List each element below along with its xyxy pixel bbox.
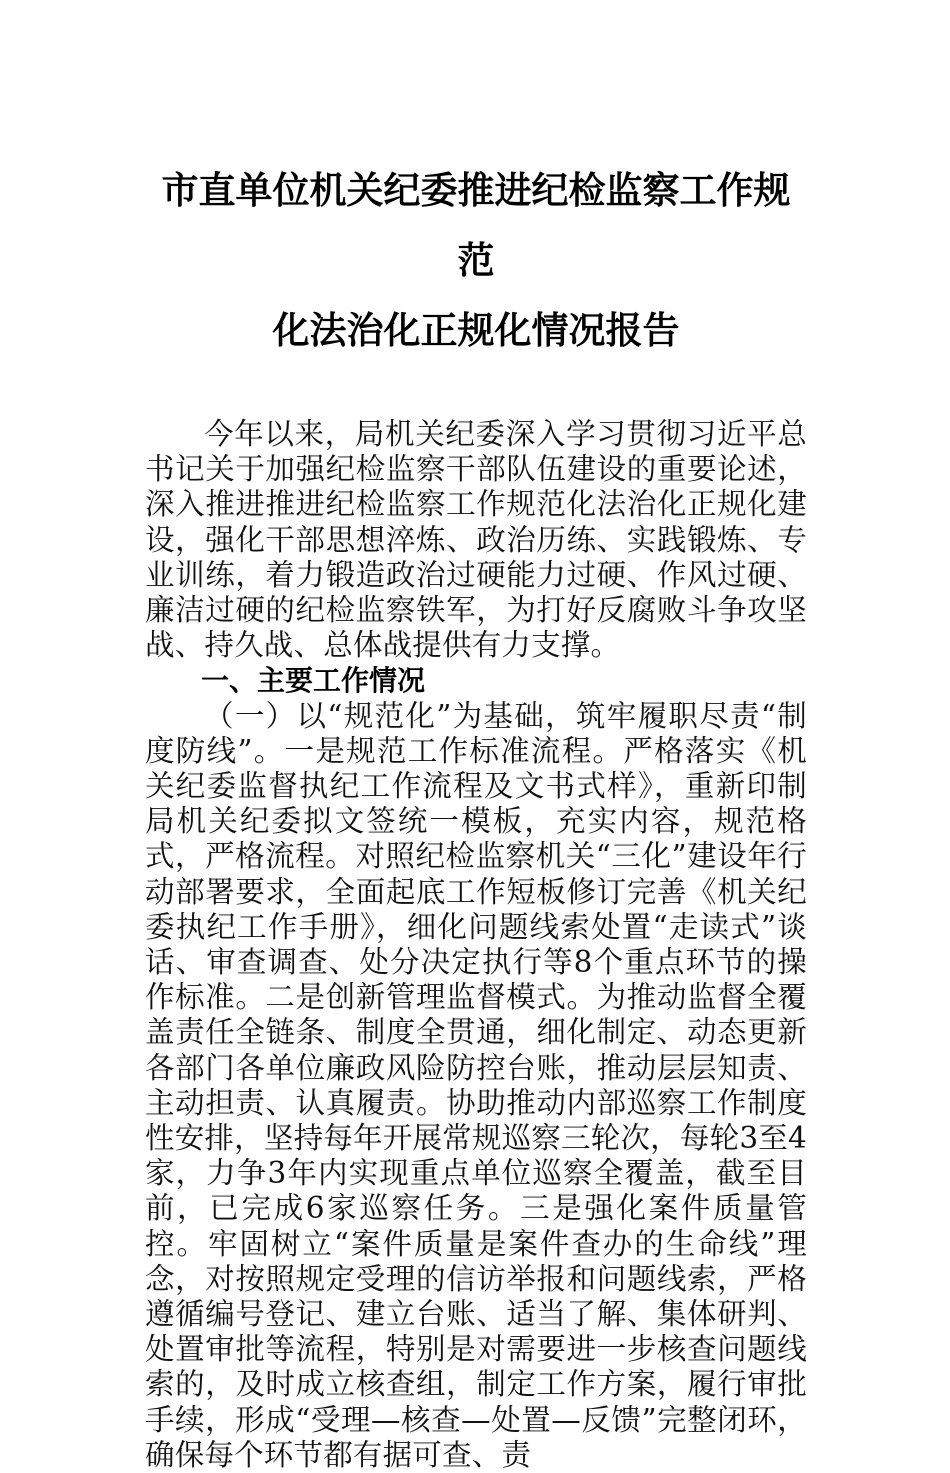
- section-heading-1: 一、主要工作情况: [201, 664, 426, 698]
- document-content: [145, 0, 807, 1473]
- title-line-2: 化法治化正规化情况报告: [272, 308, 680, 352]
- title-line-1: 市直单位机关纪委推进纪检监察工作规范: [161, 168, 791, 282]
- page-title: [145, 0, 807, 365]
- paragraph-section-1-1: （一）以“规范化”为基础，筑牢履职尽责“制度防线”。一是规范工作标准流程。严格落实《机关纪委监督执纪工作流程及文书式样》，重新印制局机关纪委拟文签统一模板，充实内容，规范格式，严格流程。对照纪检监察机关“三化”建设年行动部署要求，全面起底工作短板修订完善《机关纪委执纪工作手册》，细化问题线索处置“走读式”谈话、审查调查、处分决定执行等8个重点环节的操作标准。二是创新管理监督模式。为推动监督全覆盖责任全链条、制度全贯通，细化制定、动态更新各部门各单位廉政风险防控台账，推动层层知责、主动担责、认真履责。协助推动内部巡察工作制度性安排，坚持每年开展常规巡察三轮次，每轮3至4家，力争3年内实现重点单位巡察全覆盖，截至目前，已完成6家巡察任务。三是强化案件质量管控。牢固树立“案件质量是案件查办的生命线”理念，对按照规定受理的信访举报和问题线索，严格遵循编号登记、建立台账、适当了解、集体研判、处置审批等流程，特别是对需要进一步核查问题线索的，及时成立核查组，制定工作方案，履行审批手续，形成“受理—核查—处置—反馈”完整闭环，确保每个环节都有据可查、责: [145, 698, 807, 1472]
- paragraph-intro: 今年以来，局机关纪委深入学习贯彻习近平总书记关于加强纪检监察干部队伍建设的重要论述，深入推进推进纪检监察工作规范化法治化正规化建设，强化干部思想淬炼、政治历练、实践锻炼、专业训练，着力锻造政治过硬能力过硬、作风过硬、廉洁过硬的纪检监察铁军，为打好反腐败斗争攻坚战、持久战、总体战提供有力支撑。: [145, 417, 807, 663]
